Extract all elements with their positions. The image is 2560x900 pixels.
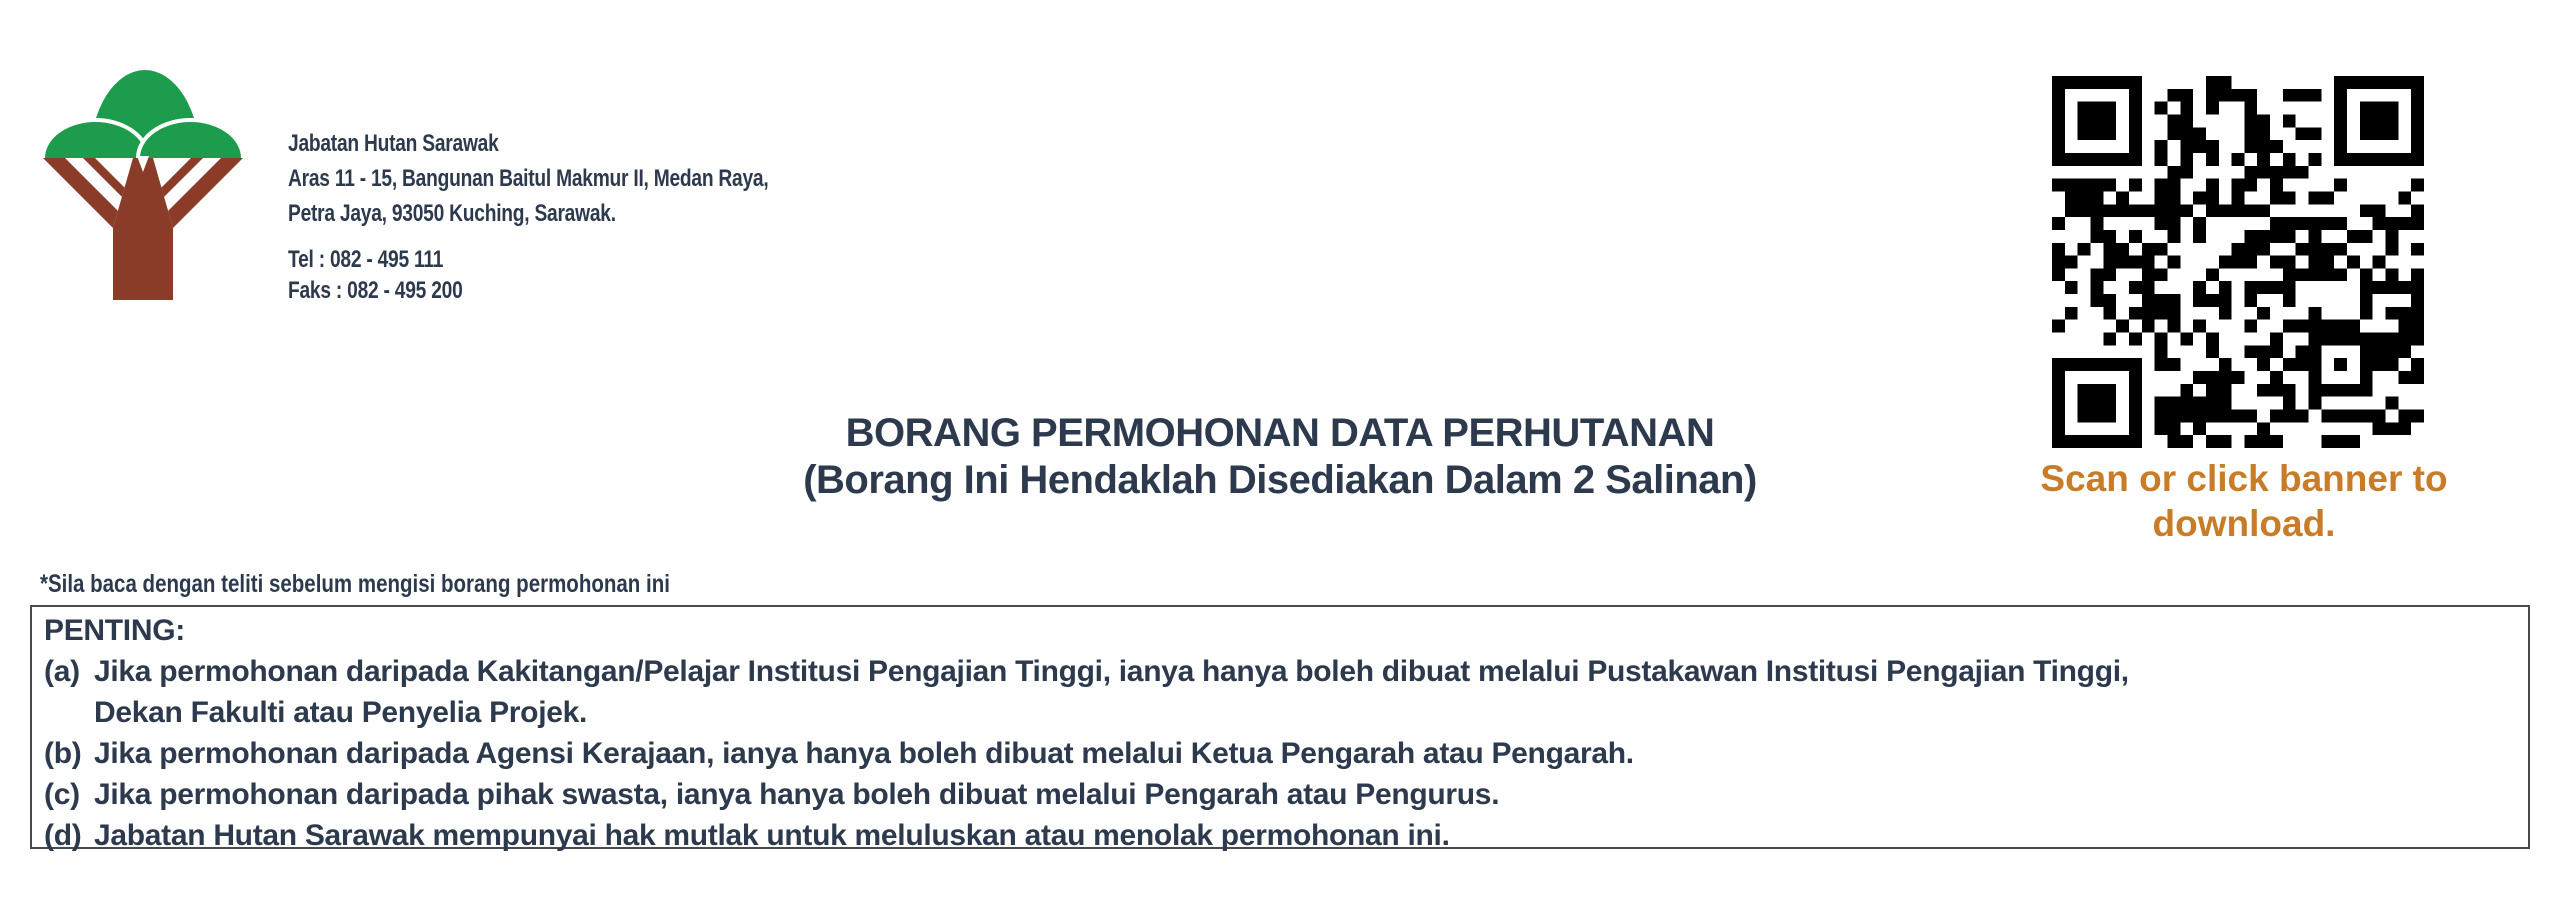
qr-caption[interactable] (2014, 456, 2474, 546)
download-qr-code[interactable] (2052, 76, 2424, 448)
telephone-number: Tel : 082 - 495 111 (288, 246, 444, 273)
important-item-d (44, 815, 2516, 856)
item-label: (a) (44, 655, 80, 688)
important-item-a (44, 651, 2516, 692)
org-name: Jabatan Hutan Sarawak (288, 130, 499, 157)
address-line-2: Petra Jaya, 93050 Kuching, Sarawak. (288, 200, 616, 227)
address-line-1: Aras 11 - 15, Bangunan Baitul Makmur II, Medan Raya, (288, 165, 769, 192)
tree-logo-icon (43, 68, 243, 303)
item-text: Jabatan Hutan Sarawak mempunyai hak mutlak untuk meluluskan atau menolak permohonan ini. (94, 819, 1450, 852)
trunk-branches (43, 156, 243, 300)
item-text: Jika permohonan daripada Agensi Kerajaan, ianya hanya boleh dibuat melalui Ketua Pengarah atau Pengarah. (94, 737, 1634, 770)
item-label: (b) (44, 737, 82, 770)
contact-block (288, 244, 463, 306)
qr-caption-line-2[interactable]: download. (2152, 503, 2336, 544)
item-text: Jika permohonan daripada Kakitangan/Pelajar Institusi Pengajian Tinggi, ianya hanya boleh dibuat melalui Pustakawan Institusi Pengajian Tinggi, (94, 655, 2129, 688)
item-label: (c) (44, 778, 80, 811)
important-item-a-cont: Dekan Fakulti atau Penyelia Projek. (94, 696, 588, 729)
org-address-block (288, 126, 768, 231)
read-carefully-note: *Sila baca dengan teliti sebelum mengisi borang permohonan ini (40, 570, 670, 598)
qr-caption-line-1[interactable]: Scan or click banner to (2040, 458, 2448, 499)
important-item-c (44, 774, 2516, 815)
form-title: BORANG PERMOHONAN DATA PERHUTANAN (845, 411, 1715, 455)
qr-code-canvas[interactable] (2052, 76, 2424, 448)
important-item-b (44, 733, 2516, 774)
important-notice-box (30, 605, 2530, 852)
important-box-title: PENTING: (44, 614, 185, 647)
forest-department-logo (43, 68, 243, 303)
form-subtitle: (Borang Ini Hendaklah Disediakan Dalam 2 Salinan) (803, 458, 1757, 502)
item-text: Jika permohonan daripada pihak swasta, ianya hanya boleh dibuat melalui Pengarah atau Pengurus. (94, 778, 1500, 811)
item-label: (d) (44, 819, 82, 852)
fax-number: Faks : 082 - 495 200 (288, 277, 463, 304)
